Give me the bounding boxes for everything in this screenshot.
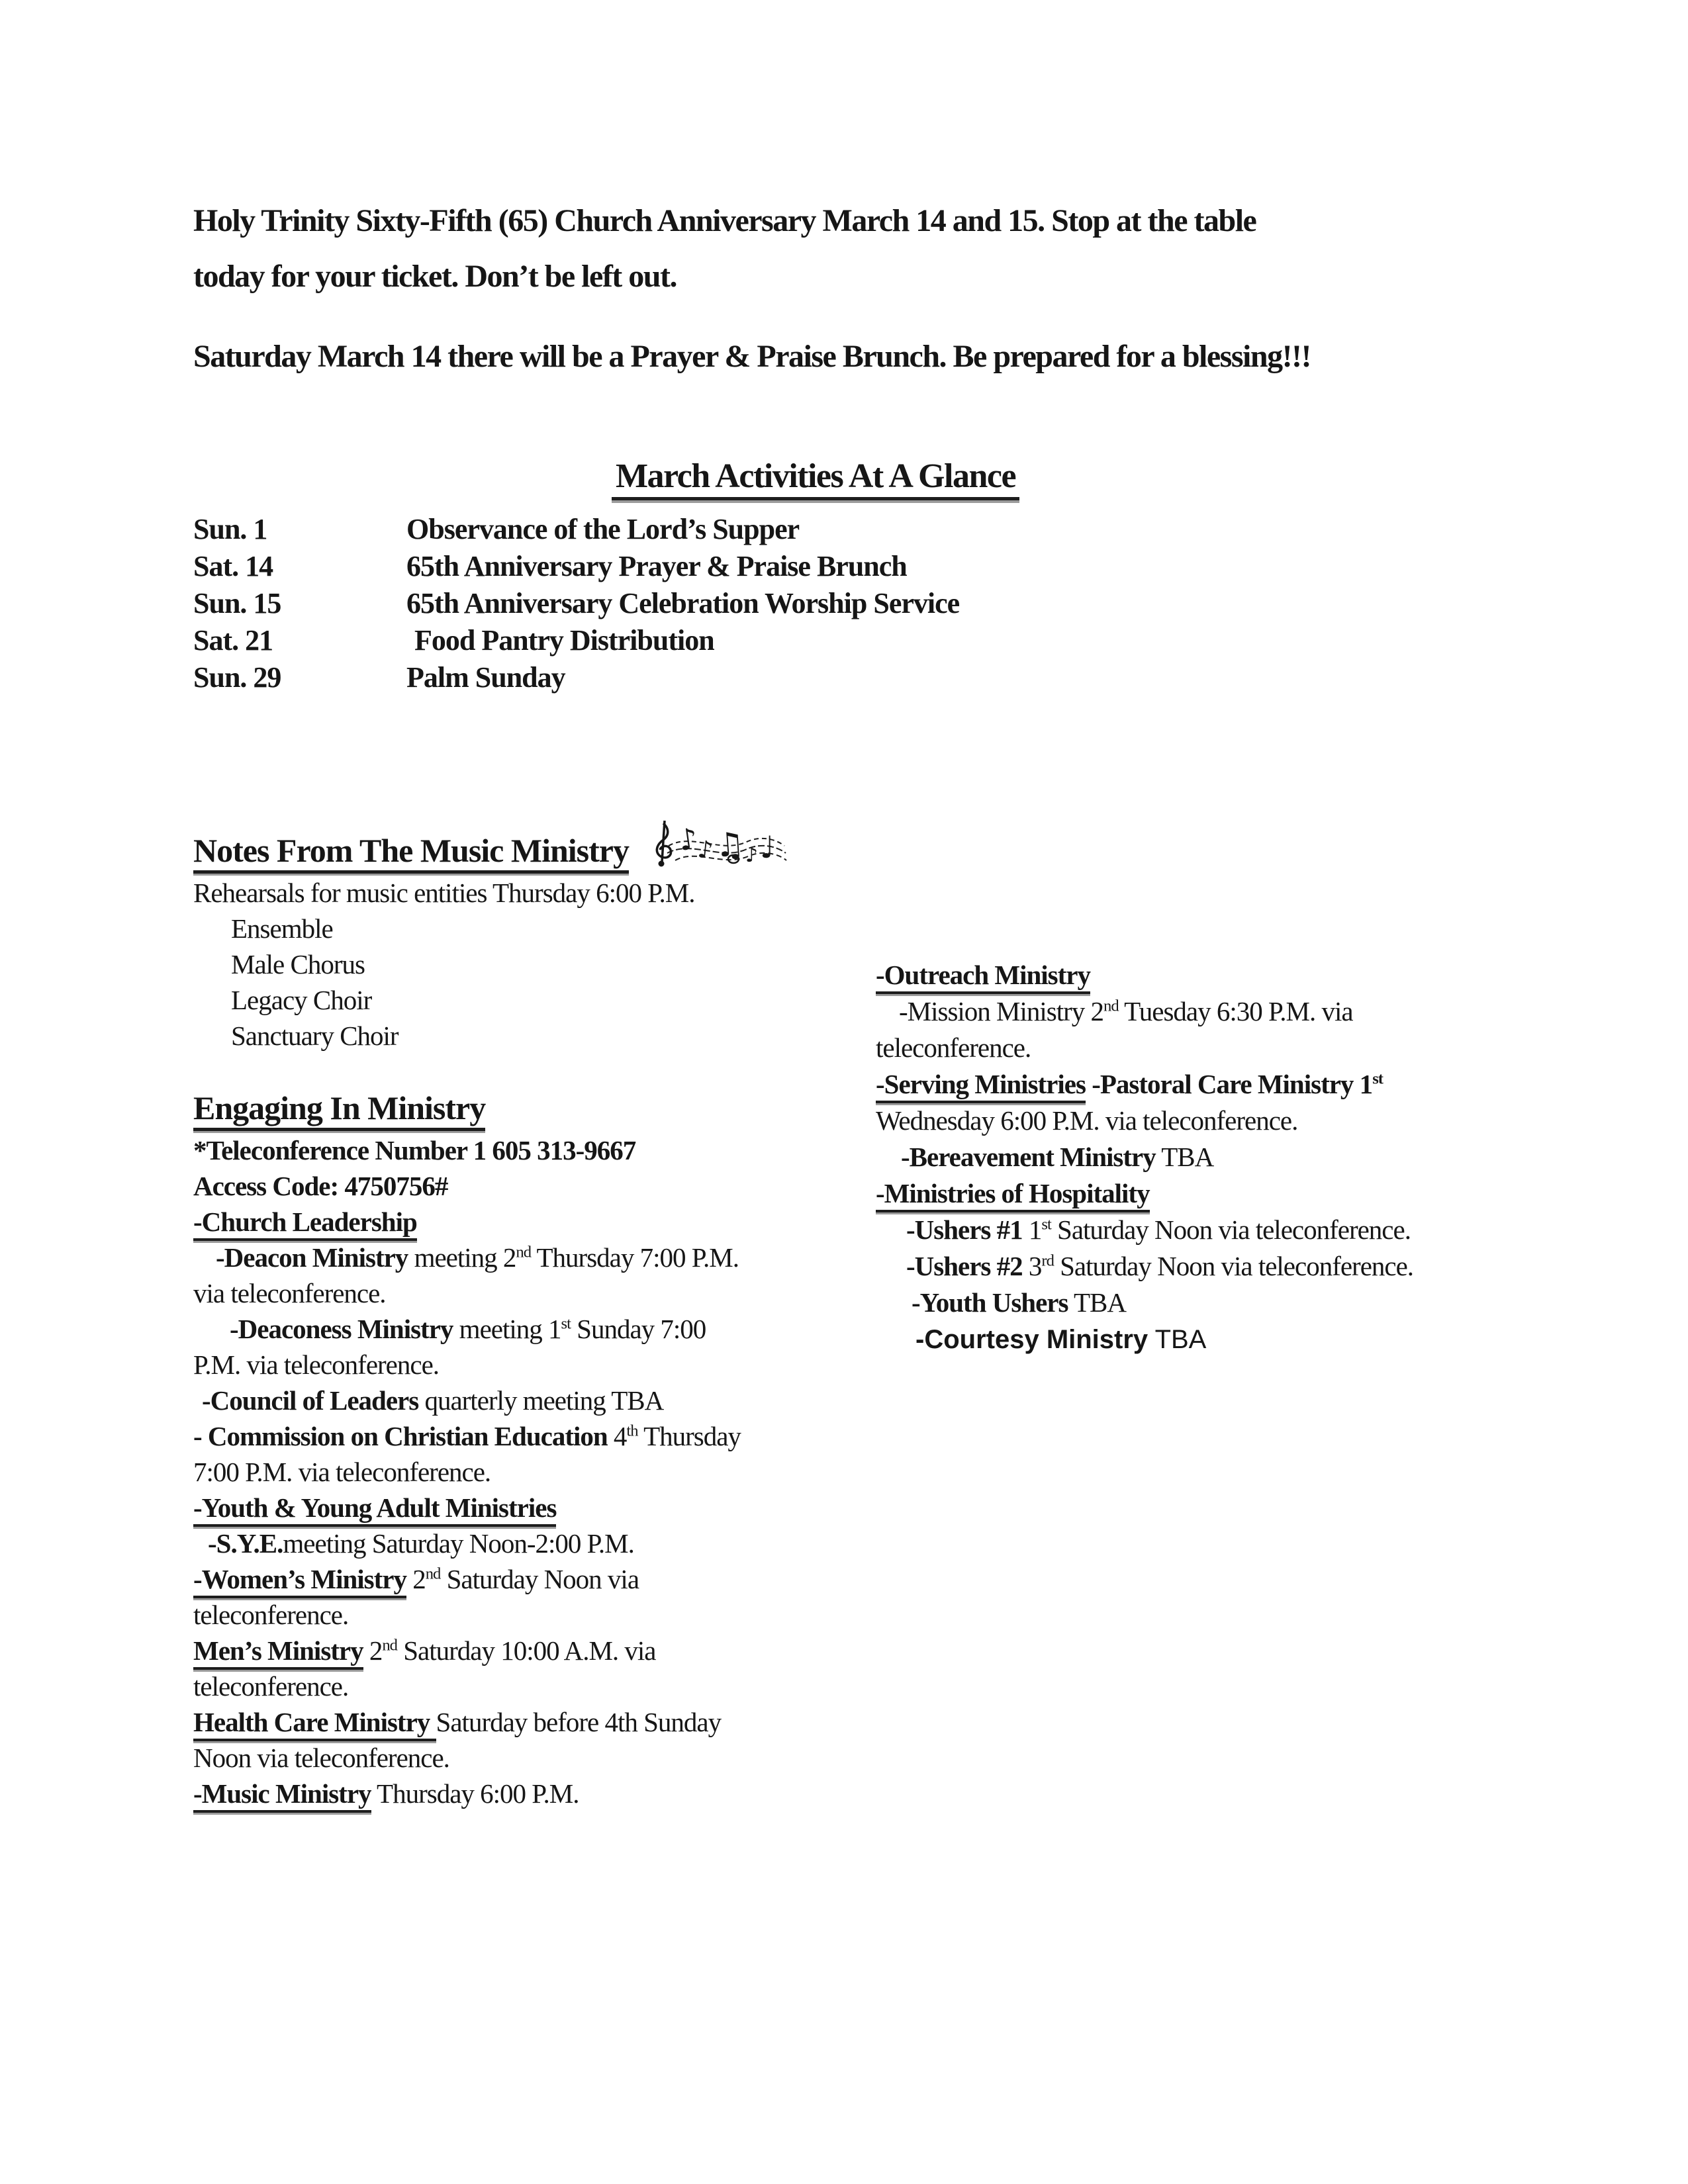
text-segment: -Youth Ushers xyxy=(912,1287,1068,1318)
svg-text:♪: ♪ xyxy=(696,836,715,865)
text-segment: Legacy Choir xyxy=(231,985,372,1015)
commission-line xyxy=(193,1418,741,1454)
svg-text:♫: ♫ xyxy=(714,824,746,865)
text-segment: 4 xyxy=(607,1421,627,1451)
text-segment: 2 xyxy=(406,1564,426,1594)
teleconference-number xyxy=(193,1132,741,1168)
text-segment: -Serving Ministries xyxy=(876,1069,1086,1103)
activities-list xyxy=(193,512,1438,698)
text-segment: Men’s Ministry xyxy=(193,1635,363,1670)
courtesy-ministry-line xyxy=(876,1321,1413,1358)
text-segment: Noon via teleconference. xyxy=(193,1743,449,1773)
mission-ministry-line xyxy=(876,993,1413,1030)
text-segment: st xyxy=(1041,1215,1051,1234)
text-segment: -Deacon Ministry xyxy=(216,1242,408,1273)
wrap-line xyxy=(193,1668,741,1704)
text-segment: nd xyxy=(382,1636,397,1655)
text-segment: -S.Y.E. xyxy=(208,1528,283,1559)
music-notes-icon xyxy=(649,815,788,878)
text-segment: Tuesday 6:30 P.M. via xyxy=(1118,996,1353,1026)
text-segment: teleconference. xyxy=(876,1032,1031,1063)
activity-event: 65th Anniversary Celebration Worship Service xyxy=(406,587,960,619)
activity-day: Sun. 1 xyxy=(193,513,267,545)
svg-text:♪: ♪ xyxy=(745,844,759,867)
text-segment: th xyxy=(626,1422,638,1440)
text-segment: -Mission Ministry 2 xyxy=(899,996,1104,1026)
text-segment: TBA xyxy=(1155,1142,1214,1172)
text-segment: -Ushers #1 xyxy=(906,1214,1023,1245)
wrap-line xyxy=(876,1030,1413,1066)
text-segment: -Outreach Ministry xyxy=(876,960,1090,994)
music-entity xyxy=(193,946,694,982)
text-segment: st xyxy=(561,1314,571,1333)
music-entity xyxy=(193,1018,694,1054)
text-segment: st xyxy=(1372,1069,1383,1088)
text-segment: Sunday 7:00 xyxy=(570,1314,706,1344)
anniversary-notice xyxy=(193,193,1256,304)
text-segment: -Council of Leaders xyxy=(202,1385,419,1416)
activity-row xyxy=(193,586,1438,623)
activity-row xyxy=(193,512,1438,549)
text-segment: -Pastoral Care Ministry 1 xyxy=(1085,1069,1373,1099)
anniversary-line-2 xyxy=(193,249,1256,304)
music-ministry-line xyxy=(193,1776,741,1811)
text-segment: TBA xyxy=(1068,1287,1126,1318)
brunch-notice xyxy=(193,329,1311,385)
text-segment: nd xyxy=(516,1243,531,1261)
wrap-line xyxy=(193,1454,741,1490)
text-segment: teleconference. xyxy=(193,1671,349,1702)
text-segment: P.M. via teleconference. xyxy=(193,1349,440,1380)
activity-day: Sun. 29 xyxy=(193,661,281,694)
rehearsals-line xyxy=(193,875,694,911)
activity-day: Sat. 21 xyxy=(193,624,273,657)
text-segment: Male Chorus xyxy=(231,949,365,979)
text-segment: Thursday 7:00 P.M. xyxy=(530,1242,739,1273)
text-segment: meeting Saturday Noon-2:00 P.M. xyxy=(283,1528,634,1559)
anniversary-line-1 xyxy=(193,193,1256,249)
text-segment: Saturday Noon via xyxy=(440,1564,639,1594)
text-segment: meeting 1 xyxy=(453,1314,561,1344)
text-segment: Saturday Noon via teleconference. xyxy=(1053,1251,1414,1281)
wrap-line xyxy=(193,1275,741,1311)
text-segment: nd xyxy=(425,1565,441,1583)
wrap-line xyxy=(193,1597,741,1633)
activity-row xyxy=(193,623,1438,660)
activity-day: Sat. 14 xyxy=(193,550,273,582)
music-ministry-heading xyxy=(193,831,694,870)
wrap-line xyxy=(876,1103,1413,1139)
activity-row xyxy=(193,660,1438,698)
text-segment: -Ministries of Hospitality xyxy=(876,1178,1150,1212)
text-segment: -Youth & Young Adult Ministries xyxy=(193,1492,556,1527)
text-segment: *Teleconference Number 1 605 313-9667 xyxy=(193,1135,636,1165)
svg-text:♩: ♩ xyxy=(760,829,774,865)
text-segment: Saturday 10:00 A.M. via xyxy=(397,1635,656,1666)
church-leadership-heading xyxy=(193,1204,741,1240)
text-segment: teleconference. xyxy=(193,1600,349,1630)
sye-line xyxy=(193,1525,741,1561)
youth-ushers-line xyxy=(876,1285,1413,1321)
text-segment: quarterly meeting TBA xyxy=(418,1385,664,1416)
text-segment: nd xyxy=(1103,997,1119,1015)
svg-text:♪: ♪ xyxy=(677,821,700,858)
mens-ministry-line xyxy=(193,1633,741,1668)
wrap-line xyxy=(193,1347,741,1383)
text-segment: Health Care Ministry xyxy=(193,1707,436,1741)
text-segment: Saturday before 4th Sunday xyxy=(436,1707,722,1737)
text-segment: 3 xyxy=(1022,1251,1042,1281)
text-segment: Notes From The Music Ministry xyxy=(193,832,629,874)
text-segment: 2 xyxy=(363,1635,383,1666)
text-segment: -Deaconess Ministry xyxy=(230,1314,453,1344)
music-entity xyxy=(193,982,694,1018)
text-segment: -Ushers #2 xyxy=(906,1251,1023,1281)
text-segment: Rehearsals for music entities Thursday 6:00 P.M. xyxy=(193,878,695,908)
ministries-right-column xyxy=(876,957,1413,1358)
activity-event: Observance of the Lord’s Supper xyxy=(406,513,800,545)
ushers2-line xyxy=(876,1248,1413,1285)
text-segment: TBA xyxy=(1148,1325,1207,1354)
wrap-line xyxy=(193,1740,741,1776)
health-care-ministry-line xyxy=(193,1704,741,1740)
engaging-ministry-section xyxy=(193,1089,741,1811)
access-code xyxy=(193,1168,741,1204)
text-segment: meeting 2 xyxy=(408,1242,516,1273)
brunch-line xyxy=(193,329,1311,385)
text-segment: Thursday xyxy=(637,1421,741,1451)
text-segment: - Commission on Christian Education xyxy=(193,1421,608,1451)
engaging-ministry-heading xyxy=(193,1089,741,1127)
bereavement-ministry-line xyxy=(876,1139,1413,1175)
text-segment: Engaging In Ministry xyxy=(193,1089,485,1131)
activity-event: 65th Anniversary Prayer & Praise Brunch xyxy=(406,550,907,582)
text-segment: -Courtesy Ministry xyxy=(915,1325,1149,1354)
activity-event: Food Pantry Distribution xyxy=(414,624,714,657)
hospitality-ministries-heading xyxy=(876,1175,1413,1212)
text-segment: -Women’s Ministry xyxy=(193,1564,406,1598)
deaconess-ministry-line xyxy=(193,1311,741,1347)
text-segment: Sanctuary Choir xyxy=(231,1021,399,1051)
activity-day: Sun. 15 xyxy=(193,587,281,619)
text-segment: rd xyxy=(1041,1251,1054,1270)
deacon-ministry-line xyxy=(193,1240,741,1275)
text-segment: today for your ticket. Don’t be left out. xyxy=(193,259,677,294)
text-segment: Saturday Noon via teleconference. xyxy=(1051,1214,1411,1245)
serving-ministries-heading xyxy=(876,1066,1413,1103)
text-segment: via teleconference. xyxy=(193,1278,386,1308)
activities-title-row xyxy=(193,457,1438,496)
text-segment: -Church Leadership xyxy=(193,1206,417,1241)
text-segment: Saturday March 14 there will be a Prayer & Praise Brunch. Be prepared for a blessing!!! xyxy=(193,339,1311,374)
music-entity xyxy=(193,911,694,946)
youth-ministries-heading xyxy=(193,1490,741,1525)
text-segment: -Bereavement Ministry xyxy=(901,1142,1156,1172)
activity-row xyxy=(193,549,1438,586)
womens-ministry-line xyxy=(193,1561,741,1597)
activities-title: March Activities At A Glance xyxy=(612,457,1019,500)
council-of-leaders-line xyxy=(193,1383,741,1418)
text-segment: -Music Ministry xyxy=(193,1778,371,1813)
music-ministry-section xyxy=(193,831,694,1054)
text-segment: Thursday 6:00 P.M. xyxy=(371,1778,579,1809)
text-segment: 1 xyxy=(1022,1214,1042,1245)
text-segment: Access Code: 4750756# xyxy=(193,1171,448,1201)
text-segment: Wednesday 6:00 P.M. via teleconference. xyxy=(876,1105,1298,1136)
text-segment: Holy Trinity Sixty-Fifth (65) Church Anniversary March 14 and 15. Stop at the table xyxy=(193,203,1256,238)
outreach-ministry-heading xyxy=(876,957,1413,993)
text-segment: 7:00 P.M. via teleconference. xyxy=(193,1457,491,1487)
march-activities-section xyxy=(193,457,1438,698)
activity-event: Palm Sunday xyxy=(406,661,565,694)
text-segment: Ensemble xyxy=(231,913,333,944)
ushers1-line xyxy=(876,1212,1413,1248)
